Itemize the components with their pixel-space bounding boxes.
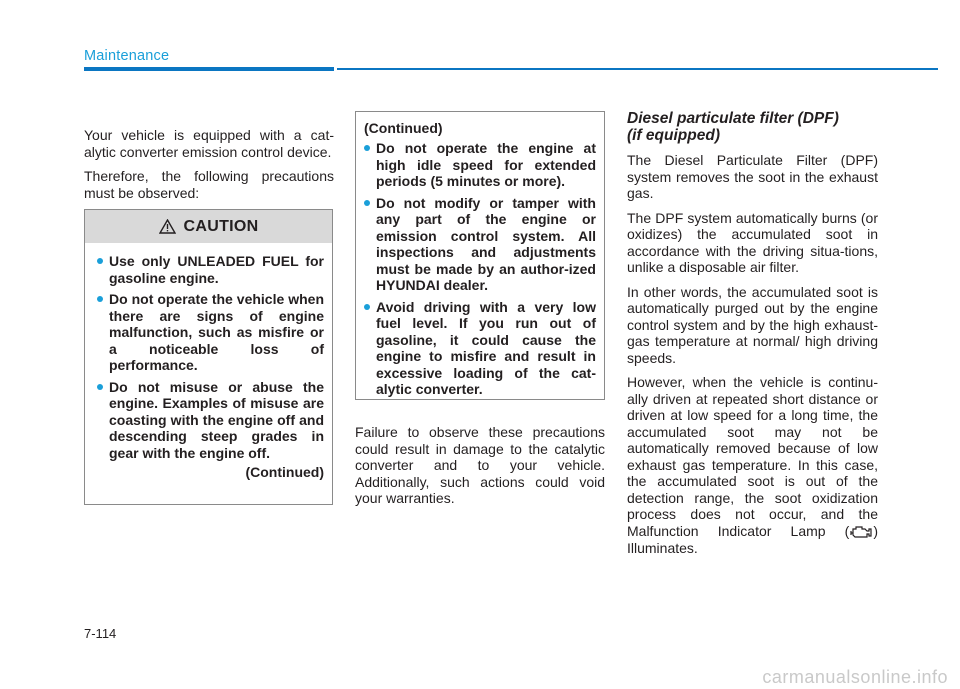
list-item: Use only UNLEADED FUEL for gasoline engine. xyxy=(97,253,324,286)
list-item: Avoid driving with a very low fuel level. If you run out of gasoline, it could cause the engine to misfire and result in excessive loading of the cat-alytic converter. xyxy=(364,299,596,398)
dpf-paragraph-4-start: However, when the vehicle is continu-ally driven at repeated short distance or driven at low speed for a long time, the accumulated soot may not be automatically removed because of low exhaust gas temperature. In this case, the accumulated soot is out of the detection range, the soot oxidization process does not occur, and the Malfunction Indicator Lamp ( xyxy=(627,374,878,539)
watermark: carmanualsonline.info xyxy=(762,667,948,687)
caution-list xyxy=(97,253,324,461)
caution-body xyxy=(85,243,332,481)
dpf-paragraph-4-end: ) Illuminates. xyxy=(627,522,878,556)
section-title: Maintenance xyxy=(84,48,170,64)
list-item: Do not modify or tamper with any part of the engine or emission control system. All inspections and adjustments must be made by an author-ized HYUNDAI dealer. xyxy=(364,195,596,294)
dpf-heading-line-2: (if equipped) xyxy=(627,127,720,144)
dpf-paragraph-2: The DPF system automatically burns (or oxidizes) the accumulated soot in accordance with the driving situa-tions, unlike a disposable air filter. xyxy=(627,209,878,275)
list-item: Do not operate the vehicle when there are signs of engine malfunction, such as misfire or a noticeable loss of performance. xyxy=(97,291,324,374)
column-3 xyxy=(627,110,878,564)
continued-heading: (Continued) xyxy=(364,120,443,136)
intro-paragraph-2: Therefore, the following precautions must be observed: xyxy=(84,168,334,201)
column-1 xyxy=(84,127,334,209)
warning-triangle-icon xyxy=(159,219,176,234)
engine-check-icon xyxy=(849,524,873,540)
header-rule-thick xyxy=(84,67,334,71)
dpf-heading xyxy=(627,110,878,144)
header-rule-thin xyxy=(337,68,938,70)
dpf-heading-line-1: Diesel particulate filter (DPF) xyxy=(627,110,839,127)
dpf-paragraph-3: In other words, the accumulated soot is automatically purged out by the engine control system and by the high exhaust-gas temperature at normal/ high driving speeds. xyxy=(627,283,878,366)
caution-box xyxy=(84,209,333,505)
failure-paragraph: Failure to observe these precautions could result in damage to the catalytic converter and to your vehicle. Additionally, such actions could void your warranties. xyxy=(355,424,605,506)
caution-label: CAUTION xyxy=(183,217,259,235)
list-item: Do not operate the engine at high idle speed for extended periods (5 minutes or more). xyxy=(364,140,596,190)
page-number: 7-114 xyxy=(84,626,117,641)
dpf-paragraph-4 xyxy=(627,374,878,556)
continued-caution-box xyxy=(355,111,605,400)
failure-paragraph-wrap xyxy=(355,424,605,515)
continued-list xyxy=(364,140,596,398)
continued-label: (Continued) xyxy=(245,464,324,480)
list-item: Do not misuse or abuse the engine. Examples of misuse are coasting with the engine off and descending steep grades in gear with the engine off. xyxy=(97,379,324,462)
caution-header xyxy=(85,210,332,243)
intro-paragraph-1: Your vehicle is equipped with a cat-alytic converter emission control device. xyxy=(84,127,334,160)
dpf-paragraph-1: The Diesel Particulate Filter (DPF) system removes the soot in the exhaust gas. xyxy=(627,152,878,201)
